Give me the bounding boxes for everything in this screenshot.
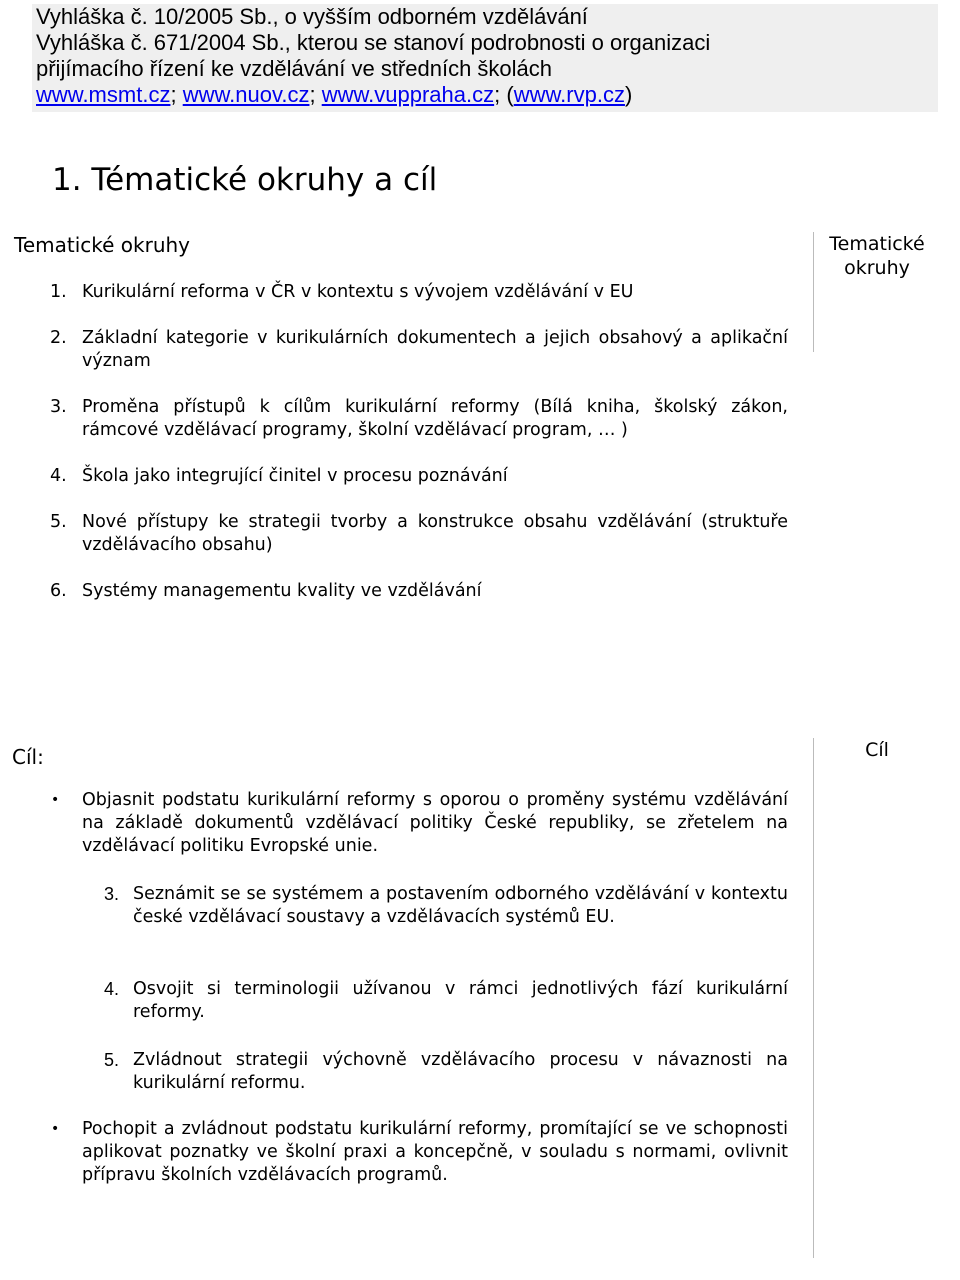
bullet-icon: • <box>51 1121 60 1137</box>
subgoal-number: 4. <box>104 979 120 999</box>
goal-heading: Cíl: <box>12 745 44 769</box>
link-nuov[interactable]: www.nuov.cz <box>182 82 310 107</box>
paren-close: ) <box>624 82 633 107</box>
decree-line-2: Vyhláška č. 671/2004 Sb., kterou se stanoví podrobnosti o organizaci <box>36 30 711 55</box>
link-separator: ; <box>494 82 501 107</box>
paren-open: ( <box>506 82 514 107</box>
side-label-topics: Tematické okruhy <box>813 232 940 352</box>
topic-number: 1. <box>50 282 67 302</box>
links-line <box>36 82 938 108</box>
topic-text: Nové přístupy ke strategii tvorby a konstrukce obsahu vzdělávání (struktuře vzdělávacího obsahu) <box>82 512 788 555</box>
link-rvp[interactable]: www.rvp.cz <box>513 82 625 107</box>
subgoal-number: 3. <box>104 884 120 904</box>
topic-number: 4. <box>50 466 67 486</box>
link-vuppraha[interactable]: www.vuppraha.cz <box>321 82 495 107</box>
topic-text: Systémy managementu kvality ve vzdělávání <box>82 581 482 601</box>
subgoal-number: 5. <box>104 1050 120 1070</box>
section-heading: 1. Tématické okruhy a cíl <box>52 162 438 198</box>
topic-text: Základní kategorie v kurikulárních dokumentech a jejich obsahový a aplikační význam <box>82 328 788 371</box>
decree-line-3: přijímacího řízení ke vzdělávání ve středních školách <box>36 56 553 81</box>
bullet-icon: • <box>51 792 60 808</box>
topic-number: 6. <box>50 581 67 601</box>
link-separator: ; <box>309 82 316 107</box>
goal-text: Objasnit podstatu kurikulární reformy s oporou o proměny systému vzdělávání na základě dokumentů vzdělávací politiky České republiky, se zřetelem na vzdělávací politiku Evropské unie. <box>82 790 788 856</box>
goal-text: Pochopit a zvládnout podstatu kurikulární reformy, promítající se ve schopnosti aplikovat poznatky ve školní praxi a koncepčně, v souladu s normami, ovlivnit přípravu školních vzdělávacích programů. <box>82 1119 788 1185</box>
decree-line-1: Vyhláška č. 10/2005 Sb., o vyšším odborném vzdělávání <box>36 4 588 29</box>
subgoal-text: Zvládnout strategii výchovně vzdělávacího procesu v návaznosti na kurikulární reformu. <box>133 1050 788 1093</box>
topic-text: Kurikulární reforma v ČR v kontextu s vývojem vzdělávání v EU <box>82 282 634 302</box>
references-box <box>32 4 938 112</box>
topic-text: Škola jako integrující činitel v procesu poznávání <box>82 466 508 486</box>
link-msmt[interactable]: www.msmt.cz <box>36 82 171 107</box>
topics-subheading: Tematické okruhy <box>14 233 191 257</box>
subgoal-text: Seznámit se se systémem a postavením odborného vzdělávání v kontextu české vzdělávací soustavy a vzdělávacích systémů EU. <box>133 884 788 927</box>
topic-number: 5. <box>50 512 67 532</box>
link-separator: ; <box>170 82 177 107</box>
topic-text: Proměna přístupů k cílům kurikulární reformy (Bílá kniha, školský zákon, rámcové vzdělávací programy, školní vzdělávací program, … ) <box>82 397 788 440</box>
topic-number: 2. <box>50 328 67 348</box>
subgoal-text: Osvojit si terminologii užívanou v rámci jednotlivých fází kurikulární reformy. <box>133 979 788 1022</box>
topic-number: 3. <box>50 397 67 417</box>
side-label-goal: Cíl <box>813 738 940 1258</box>
